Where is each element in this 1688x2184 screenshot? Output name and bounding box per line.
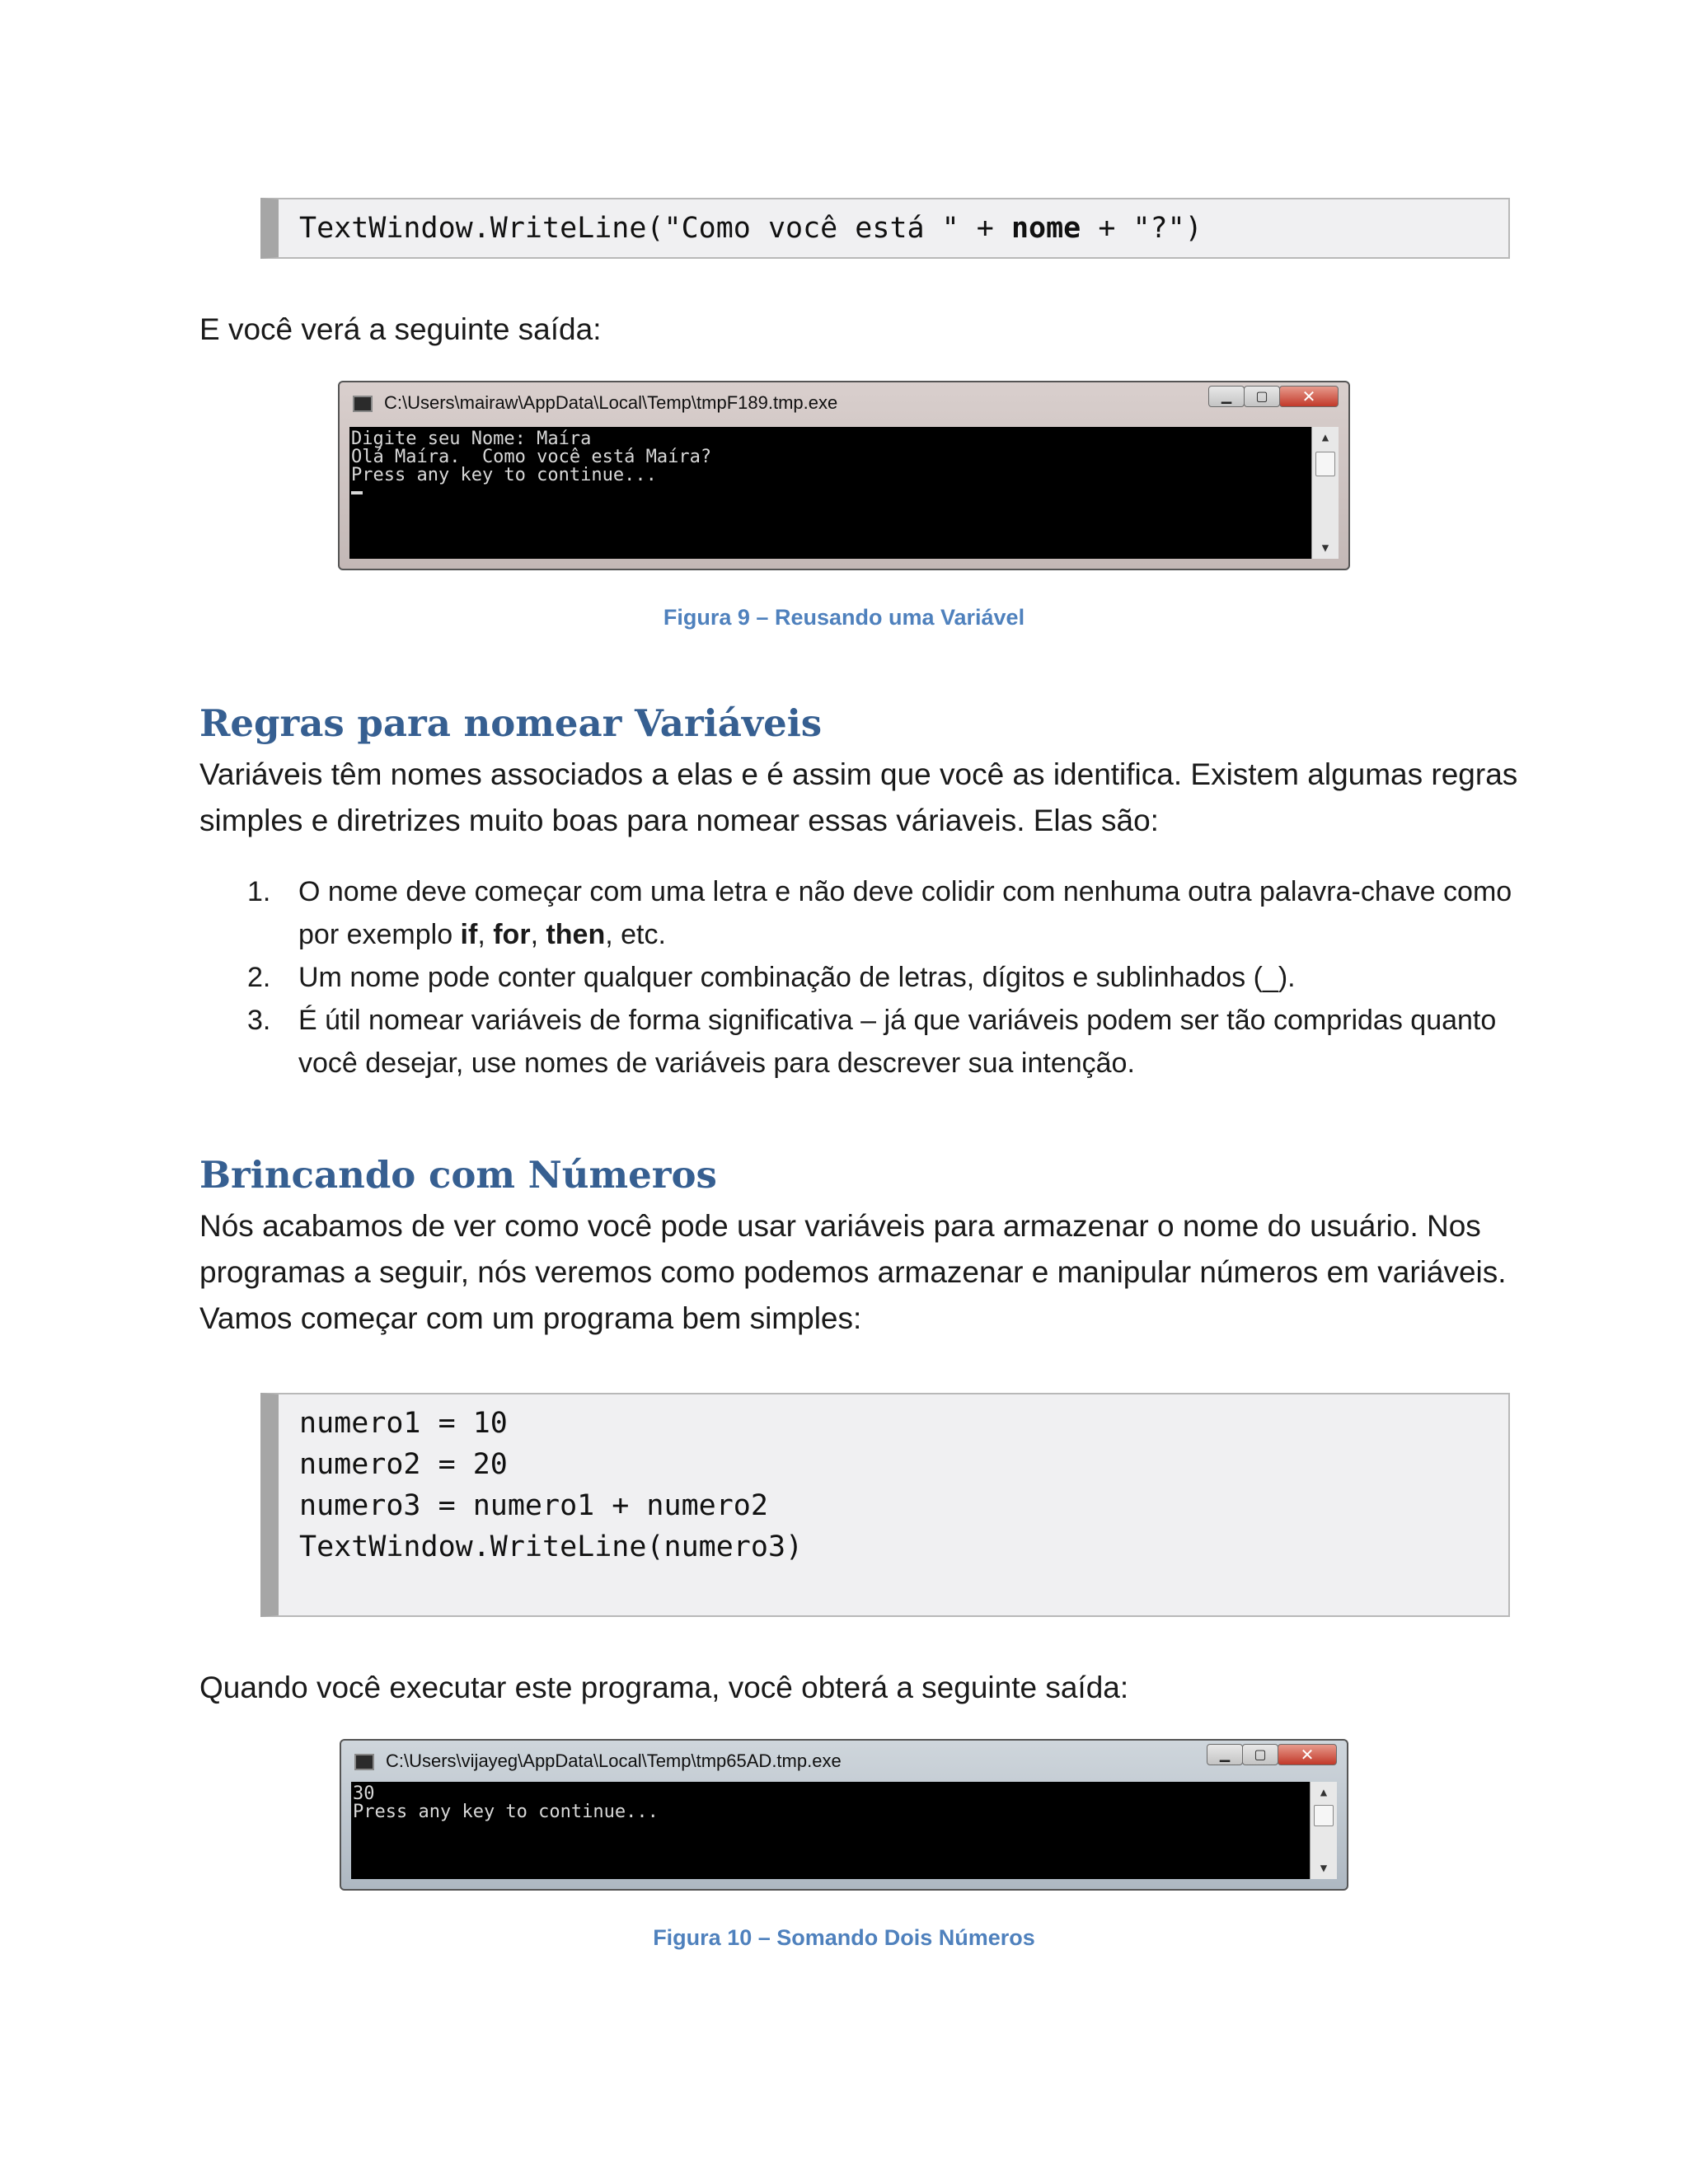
list-item-text: , etc. (605, 919, 666, 950)
console-line: Olá Maíra. Como você está Maíra? (351, 447, 712, 467)
code-text: TextWindow.WriteLine("Como você está " + (299, 212, 1011, 245)
maximize-button[interactable]: ▢ (1244, 386, 1280, 407)
window-titlebar (341, 1741, 1347, 1783)
console-line: Press any key to continue... (351, 465, 657, 485)
console-app-icon (354, 1754, 374, 1770)
section-rules-paragraph: Variáveis têm nomes associados a elas e é assim que você as identifica. Existem algumas regras simples e diretrizes muito boas para nomear essas váriaveis. Elas são: (199, 757, 1518, 837)
console-line: Digite seu Nome: Maíra (351, 429, 592, 449)
code-line: TextWindow.WriteLine(numero3) (299, 1530, 804, 1563)
window-controls (1209, 386, 1339, 410)
separator: , (477, 919, 494, 950)
console-cursor (351, 491, 363, 494)
figure-10-caption: Figura 10 – Somando Dois Números (653, 1925, 1035, 1950)
scroll-thumb[interactable] (1314, 1805, 1334, 1826)
code-bold-variable: nome (1010, 212, 1081, 245)
console-line: Press any key to continue... (353, 1802, 659, 1822)
maximize-button[interactable]: ▢ (1242, 1744, 1278, 1765)
console-window-figure10 (340, 1739, 1348, 1891)
code-text: + "?") (1081, 212, 1203, 245)
minimize-button[interactable]: ▁ (1208, 386, 1245, 407)
scroll-up-arrow-icon[interactable]: ▲ (1320, 1786, 1328, 1799)
code-line: numero3 = numero1 + numero2 (299, 1489, 768, 1522)
minimize-button[interactable]: ▁ (1207, 1744, 1243, 1765)
window-titlebar (340, 382, 1348, 425)
keyword-if: if (460, 919, 478, 950)
console-line: 30 (353, 1783, 375, 1804)
console-output (351, 1782, 1337, 1821)
scroll-thumb[interactable] (1315, 452, 1335, 476)
list-item-text: Um nome pode conter qualquer combinação de letras, dígitos e sublinhados (_). (298, 962, 1296, 993)
console-app-icon (353, 396, 373, 412)
rules-list-item (199, 870, 1535, 956)
list-number: 2. (247, 962, 271, 993)
rules-list-item (199, 999, 1535, 1085)
scroll-up-arrow-icon[interactable]: ▲ (1321, 431, 1329, 444)
close-button[interactable]: ✕ (1279, 386, 1339, 407)
rules-list-item (199, 956, 1535, 999)
rules-list (199, 870, 1535, 1085)
output-intro-text-2: Quando você executar este programa, você obterá a seguinte saída: (199, 1671, 1129, 1704)
list-number: 3. (247, 1005, 271, 1036)
console-window-figure9 (338, 381, 1350, 570)
code-block-1 (260, 198, 1510, 259)
code-line (299, 208, 1508, 249)
vertical-scrollbar[interactable] (1311, 427, 1339, 559)
window-title: C:\Users\vijayeg\AppData\Local\Temp\tmp65AD.tmp.exe (386, 1750, 842, 1771)
list-number: 1. (247, 876, 271, 907)
console-screen (351, 1782, 1337, 1879)
section-heading-rules: Regras para nomear Variáveis (199, 701, 823, 745)
window-title: C:\Users\mairaw\AppData\Local\Temp\tmpF189.tmp.exe (384, 392, 838, 413)
scroll-down-arrow-icon[interactable]: ▼ (1320, 1862, 1328, 1875)
console-screen (349, 427, 1339, 559)
vertical-scrollbar[interactable] (1310, 1782, 1337, 1879)
separator: , (530, 919, 546, 950)
keyword-for: for (493, 919, 531, 950)
close-button[interactable]: ✕ (1278, 1744, 1337, 1765)
list-item-text: É útil nomear variáveis de forma significativa – já que variáveis podem ser tão compridas quanto você desejar, use nomes de variáveis para descrever sua intenção. (298, 1005, 1497, 1079)
window-controls (1207, 1744, 1337, 1769)
section-numbers-paragraph: Nós acabamos de ver como você pode usar variáveis para armazenar o nome do usuário. Nos programas a seguir, nós veremos como podemos armazenar e manipular números em variáveis. Vamos começar com um programa bem simples: (199, 1209, 1507, 1335)
list-item-text: O nome deve começar com uma letra e não deve colidir com nenhuma outra palavra-chave como por exemplo (298, 876, 1512, 950)
figure-9-caption: Figura 9 – Reusando uma Variável (663, 605, 1025, 630)
section-heading-numbers: Brincando com Números (199, 1153, 717, 1197)
code-block-2 (260, 1393, 1510, 1617)
code-line: numero1 = 10 (299, 1407, 508, 1440)
console-output (349, 427, 1339, 485)
code-line: numero2 = 20 (299, 1448, 508, 1481)
scroll-down-arrow-icon[interactable]: ▼ (1321, 541, 1329, 555)
keyword-then: then (546, 919, 606, 950)
output-intro-text: E você verá a seguinte saída: (199, 312, 602, 346)
